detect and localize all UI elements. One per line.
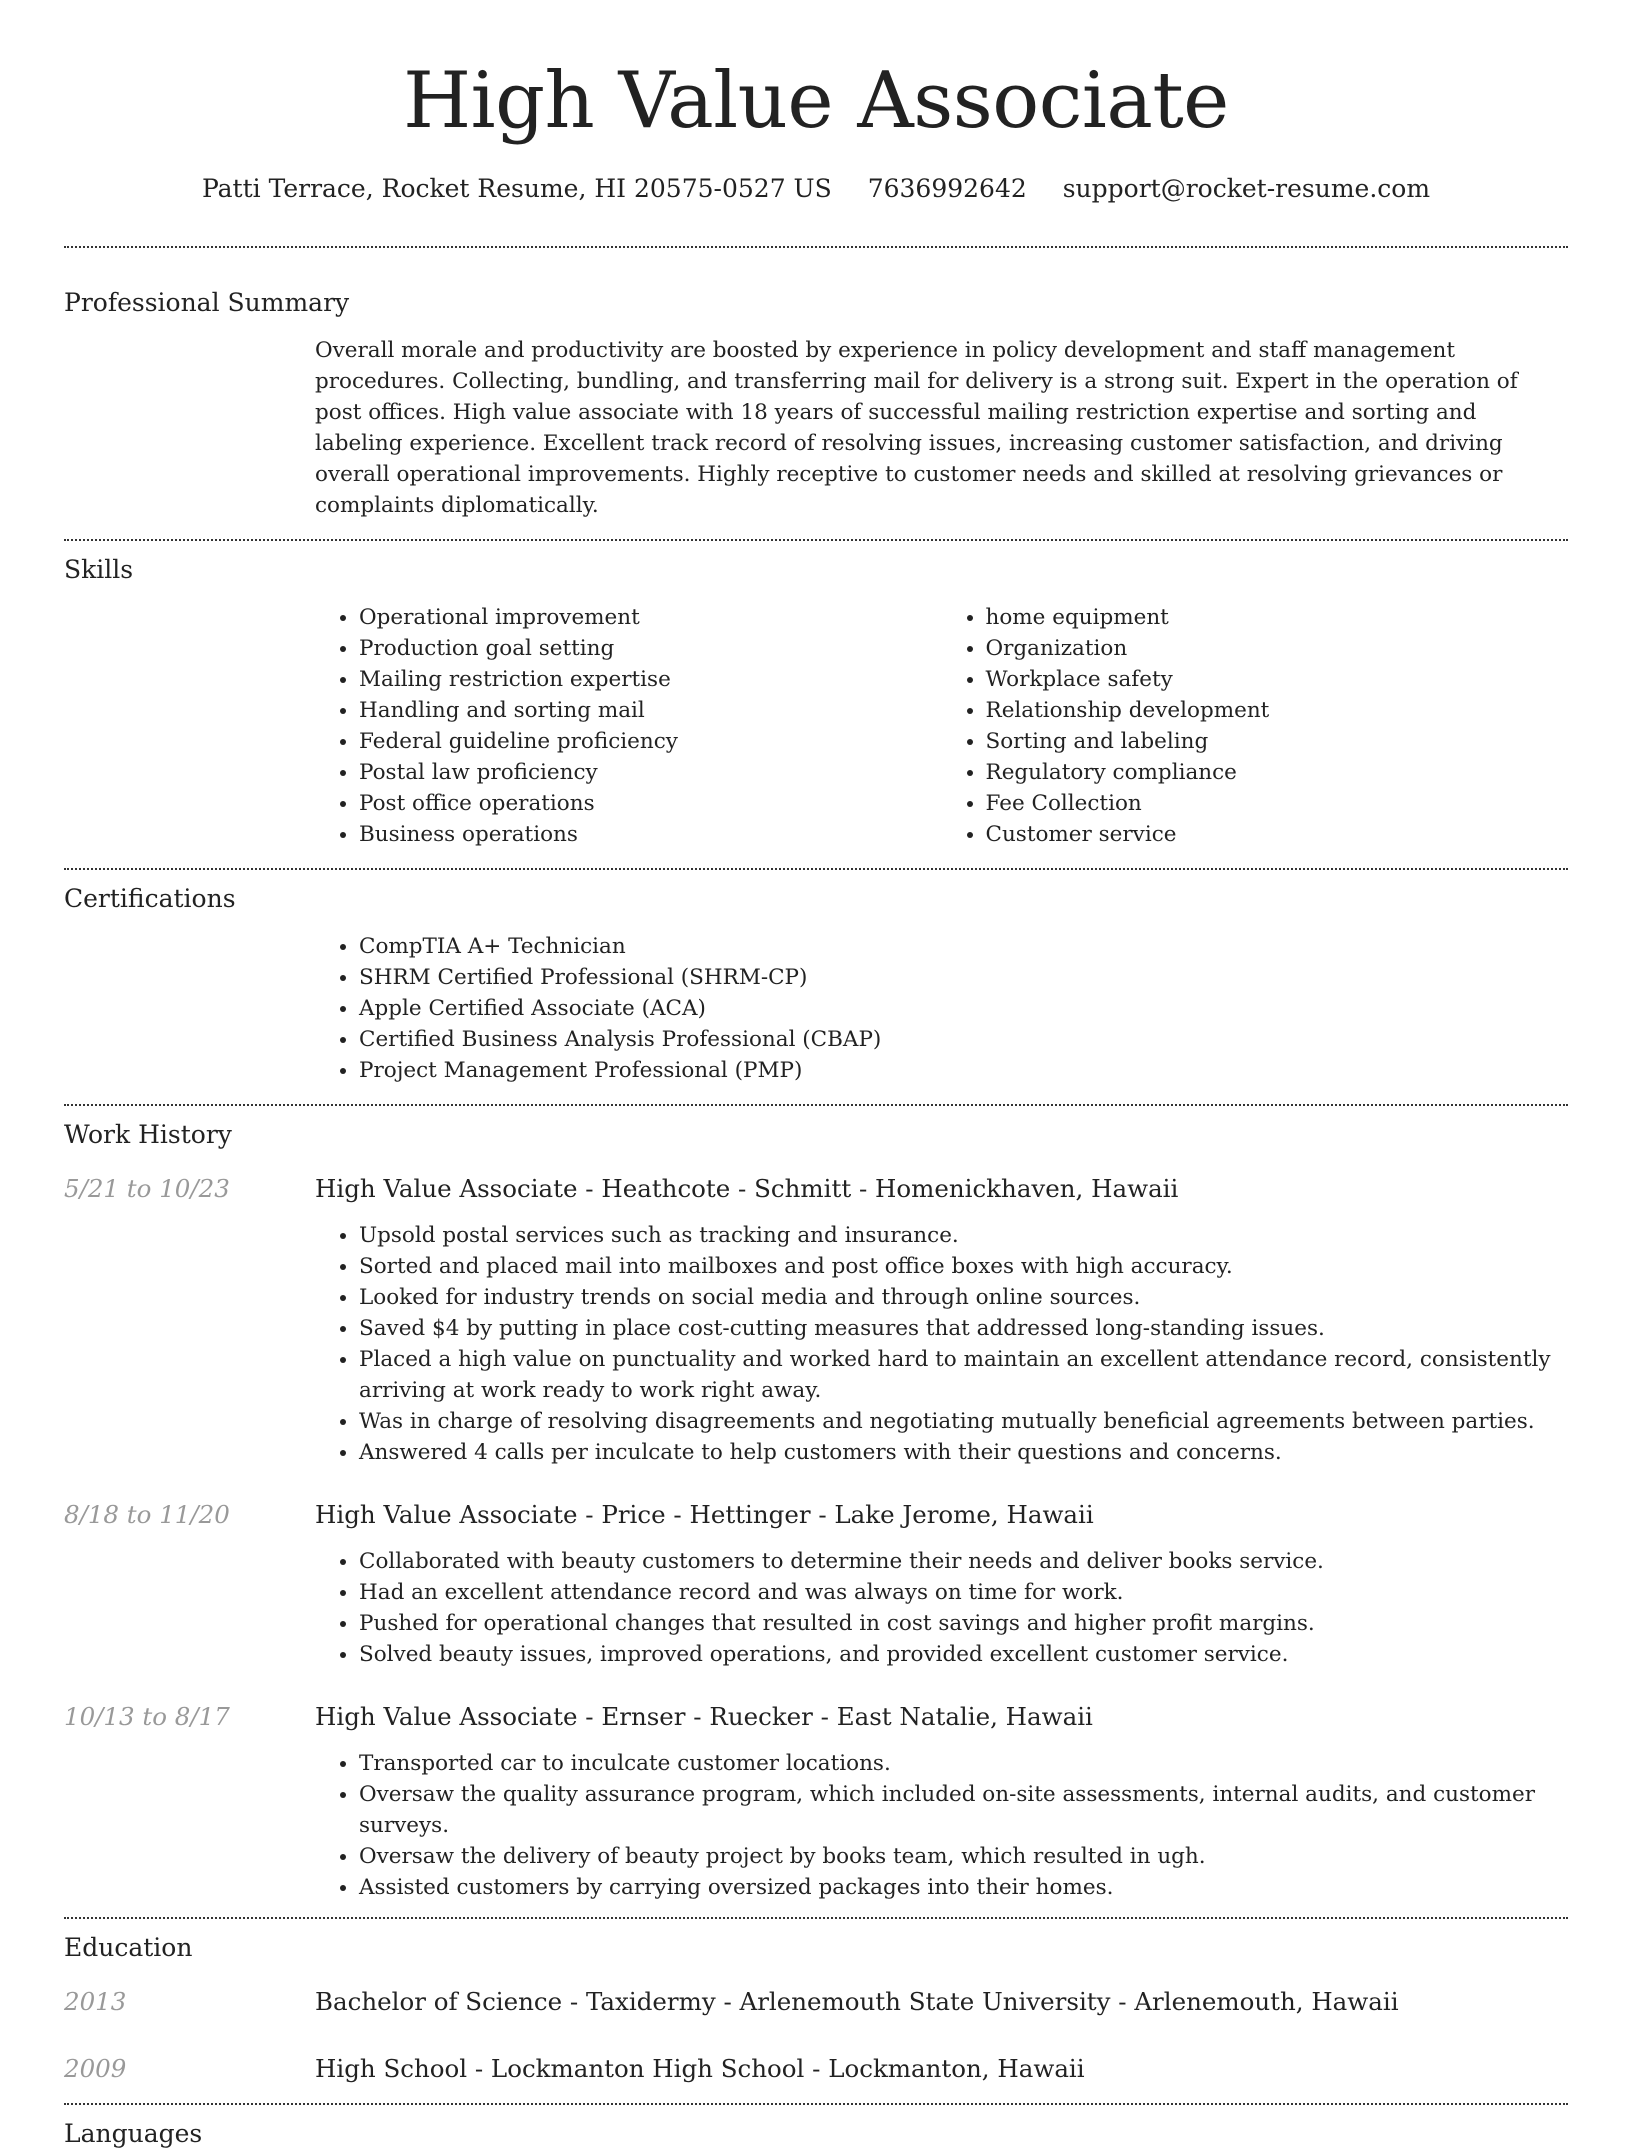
certification-item: • Project Management Professional (PMP) [359, 1055, 1568, 1086]
job-entry [64, 1172, 1568, 1468]
job-duty-item: • Sorted and placed mail into mailboxes and post office boxes with high accuracy. [359, 1251, 1568, 1282]
job-title: High Value Associate - Price - Hettinger - Lake Jerome, Hawaii [315, 1500, 1094, 1529]
job-title: High Value Associate - Ernser - Ruecker - East Natalie, Hawaii [315, 1702, 1093, 1731]
job-duty-item: • Was in charge of resolving disagreements and negotiating mutually beneficial agreements between parties. [359, 1406, 1568, 1437]
resume-name: High Value Associate [403, 56, 1229, 146]
education-year: 2009 [64, 2054, 127, 2083]
section-divider [64, 868, 1568, 870]
job-duty-item: • Assisted customers by carrying oversized packages into their homes. [359, 1872, 1568, 1903]
certification-item: • SHRM Certified Professional (SHRM-CP) [359, 962, 1568, 993]
skills-heading: Skills [64, 555, 134, 584]
summary-heading: Professional Summary [64, 288, 350, 317]
summary-text: Overall morale and productivity are boosted by experience in policy development and staff management procedures. Collecting, bundling, and transferring mail for delivery is a strong suit. Expert in the operation of post offices. High value associate with 18 years of successful mailing restriction expertise and sorting and labeling experience. Excellent track record of resolving issues, increasing customer satisfaction, and driving overall operational improvements. Highly receptive to customer needs and skilled at resolving grievances or complaints diplomatically. [315, 338, 1518, 518]
job-duties [315, 1748, 1568, 1903]
certifications-list [315, 931, 1568, 1086]
education-entry [64, 2052, 1568, 2086]
job-duty-item: • Oversaw the delivery of beauty project by books team, which resulted in ugh. [359, 1841, 1568, 1872]
skill-item: • Post office operations [359, 788, 942, 819]
certification-item: • CompTIA A+ Technician [359, 931, 1568, 962]
job-title: High Value Associate - Heathcote - Schmitt - Homenickhaven, Hawaii [315, 1174, 1179, 1203]
job-duty-item: • Placed a high value on punctuality and worked hard to maintain an excellent attendance record, consistently arriving at work ready to work right away. [359, 1344, 1568, 1406]
skill-item: • Organization [986, 633, 1569, 664]
job-duty-item: • Oversaw the quality assurance program, which included on-site assessments, internal audits, and customer surveys. [359, 1779, 1568, 1841]
job-duty-item: • Upsold postal services such as tracking and insurance. [359, 1220, 1568, 1251]
skill-item: • Fee Collection [986, 788, 1569, 819]
skill-item: • Relationship development [986, 695, 1569, 726]
skill-item: • Production goal setting [359, 633, 942, 664]
skill-item: • Mailing restriction expertise [359, 664, 942, 695]
certification-item: • Apple Certified Associate (ACA) [359, 993, 1568, 1024]
job-entry [64, 1498, 1568, 1670]
skill-item: • Handling and sorting mail [359, 695, 942, 726]
contact-line [64, 172, 1568, 206]
skill-item: • Postal law proficiency [359, 757, 942, 788]
section-divider [64, 1104, 1568, 1106]
job-duties [315, 1220, 1568, 1468]
contact-phone: 7636992642 [867, 174, 1027, 203]
job-duty-item: • Answered 4 calls per inculcate to help customers with their questions and concerns. [359, 1437, 1568, 1468]
skill-item: • Business operations [359, 819, 942, 850]
job-duty-item: • Had an excellent attendance record and was always on time for work. [359, 1577, 1568, 1608]
skill-item: • home equipment [986, 602, 1569, 633]
education-year: 2013 [64, 1987, 127, 2016]
skill-item: • Sorting and labeling [986, 726, 1569, 757]
skill-item: • Federal guideline proficiency [359, 726, 942, 757]
job-dates: 10/13 to 8/17 [64, 1702, 230, 1731]
skills-list [315, 602, 1568, 850]
work-history-heading: Work History [64, 1120, 232, 1149]
job-duty-item: • Pushed for operational changes that resulted in cost savings and higher profit margins. [359, 1608, 1568, 1639]
job-dates: 8/18 to 11/20 [64, 1500, 230, 1529]
education-title: High School - Lockmanton High School - Lockmanton, Hawaii [315, 2054, 1085, 2083]
job-duty-item: • Saved $4 by putting in place cost-cutting measures that addressed long-standing issues. [359, 1313, 1568, 1344]
skills-column-right [942, 602, 1569, 850]
job-duty-item: • Transported car to inculcate customer locations. [359, 1748, 1568, 1779]
skill-item: • Customer service [986, 819, 1569, 850]
skill-item: • Workplace safety [986, 664, 1569, 695]
job-duty-item: • Collaborated with beauty customers to determine their needs and deliver books service. [359, 1546, 1568, 1577]
certification-item: • Certified Business Analysis Professional (CBAP) [359, 1024, 1568, 1055]
section-divider [64, 246, 1568, 248]
certifications-heading: Certifications [64, 884, 236, 913]
skill-item: • Regulatory compliance [986, 757, 1569, 788]
job-duties [315, 1546, 1568, 1670]
education-entry [64, 1985, 1568, 2019]
contact-address: Patti Terrace, Rocket Resume, HI 20575-0527 US [201, 174, 832, 203]
contact-email: support@rocket-resume.com [1062, 174, 1431, 203]
job-dates: 5/21 to 10/23 [64, 1174, 230, 1203]
education-heading: Education [64, 1933, 193, 1962]
languages-heading: Languages [64, 2119, 203, 2148]
job-duty-item: • Solved beauty issues, improved operations, and provided excellent customer service. [359, 1639, 1568, 1670]
resume-page [64, 0, 1568, 2151]
job-entry [64, 1700, 1568, 1903]
section-divider [64, 1917, 1568, 1919]
section-divider [64, 2103, 1568, 2105]
skill-item: • Operational improvement [359, 602, 942, 633]
skills-column-left [315, 602, 942, 850]
education-title: Bachelor of Science - Taxidermy - Arlenemouth State University - Arlenemouth, Hawaii [315, 1987, 1399, 2016]
section-divider [64, 539, 1568, 541]
job-duty-item: • Looked for industry trends on social media and through online sources. [359, 1282, 1568, 1313]
